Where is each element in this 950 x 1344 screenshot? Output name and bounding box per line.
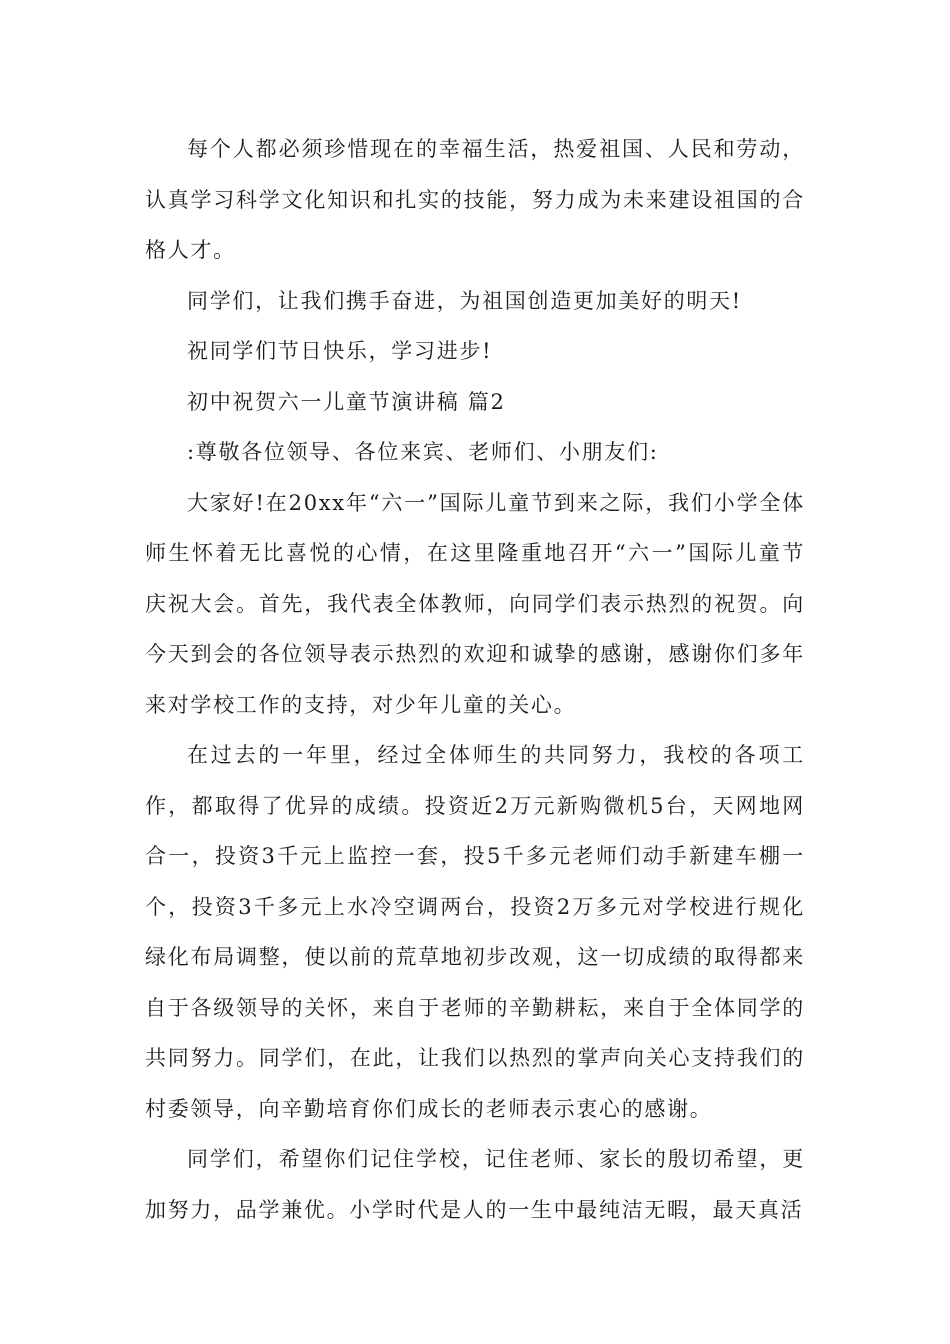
- paragraph-hopes: 同学们，希望你们记住学校，记住老师、家长的殷切希望，更加努力，品学兼优。小学时代是人的一生中最纯洁无暇，最天真活: [145, 1147, 805, 1222]
- paragraph-cherish-life: 每个人都必须珍惜现在的幸福生活，热爱祖国、人民和劳动，认真学习科学文化知识和扎实的技能，努力成为未来建设祖国的合格人才。: [145, 137, 805, 262]
- paragraph-join-hands: 同学们，让我们携手奋进，为祖国创造更加美好的明天!: [187, 288, 742, 313]
- section-heading: 初中祝贺六一儿童节演讲稿 篇2: [187, 389, 506, 414]
- document-body: [145, 124, 805, 1235]
- paragraph-holiday-wishes: 祝同学们节日快乐，学习进步!: [187, 339, 493, 363]
- paragraph-greeting: 大家好!在20xx年“六一”国际儿童节到来之际，我们小学全体师生怀着无比喜悦的心情，在这里隆重地召开“六一”国际儿童节庆祝大会。首先，我代表全体教师，向同学们表示热烈的祝贺。向今天到会的各位领导表示热烈的欢迎和诚挚的感谢，感谢你们多年来对学校工作的支持，对少年儿童的关心。: [145, 490, 805, 717]
- paragraph-achievements: 在过去的一年里，经过全体师生的共同努力，我校的各项工作，都取得了优异的成绩。投资近2万元新购微机5台，天网地网合一，投资3千元上监控一套，投5千多元老师们动手新建车棚一个，投资3千多元上水冷空调两台，投资2万多元对学校进行规化绿化布局调整，使以前的荒草地初步改观，这一切成绩的取得都来自于各级领导的关怀，来自于老师的辛勤耕耘，来自于全体同学的共同努力。同学们，在此，让我们以热烈的掌声向关心支持我们的村委领导，向辛勤培育你们成长的老师表示衷心的感谢。: [145, 743, 805, 1121]
- paragraph-salutation: :尊敬各位领导、各位来宾、老师们、小朋友们:: [187, 440, 659, 464]
